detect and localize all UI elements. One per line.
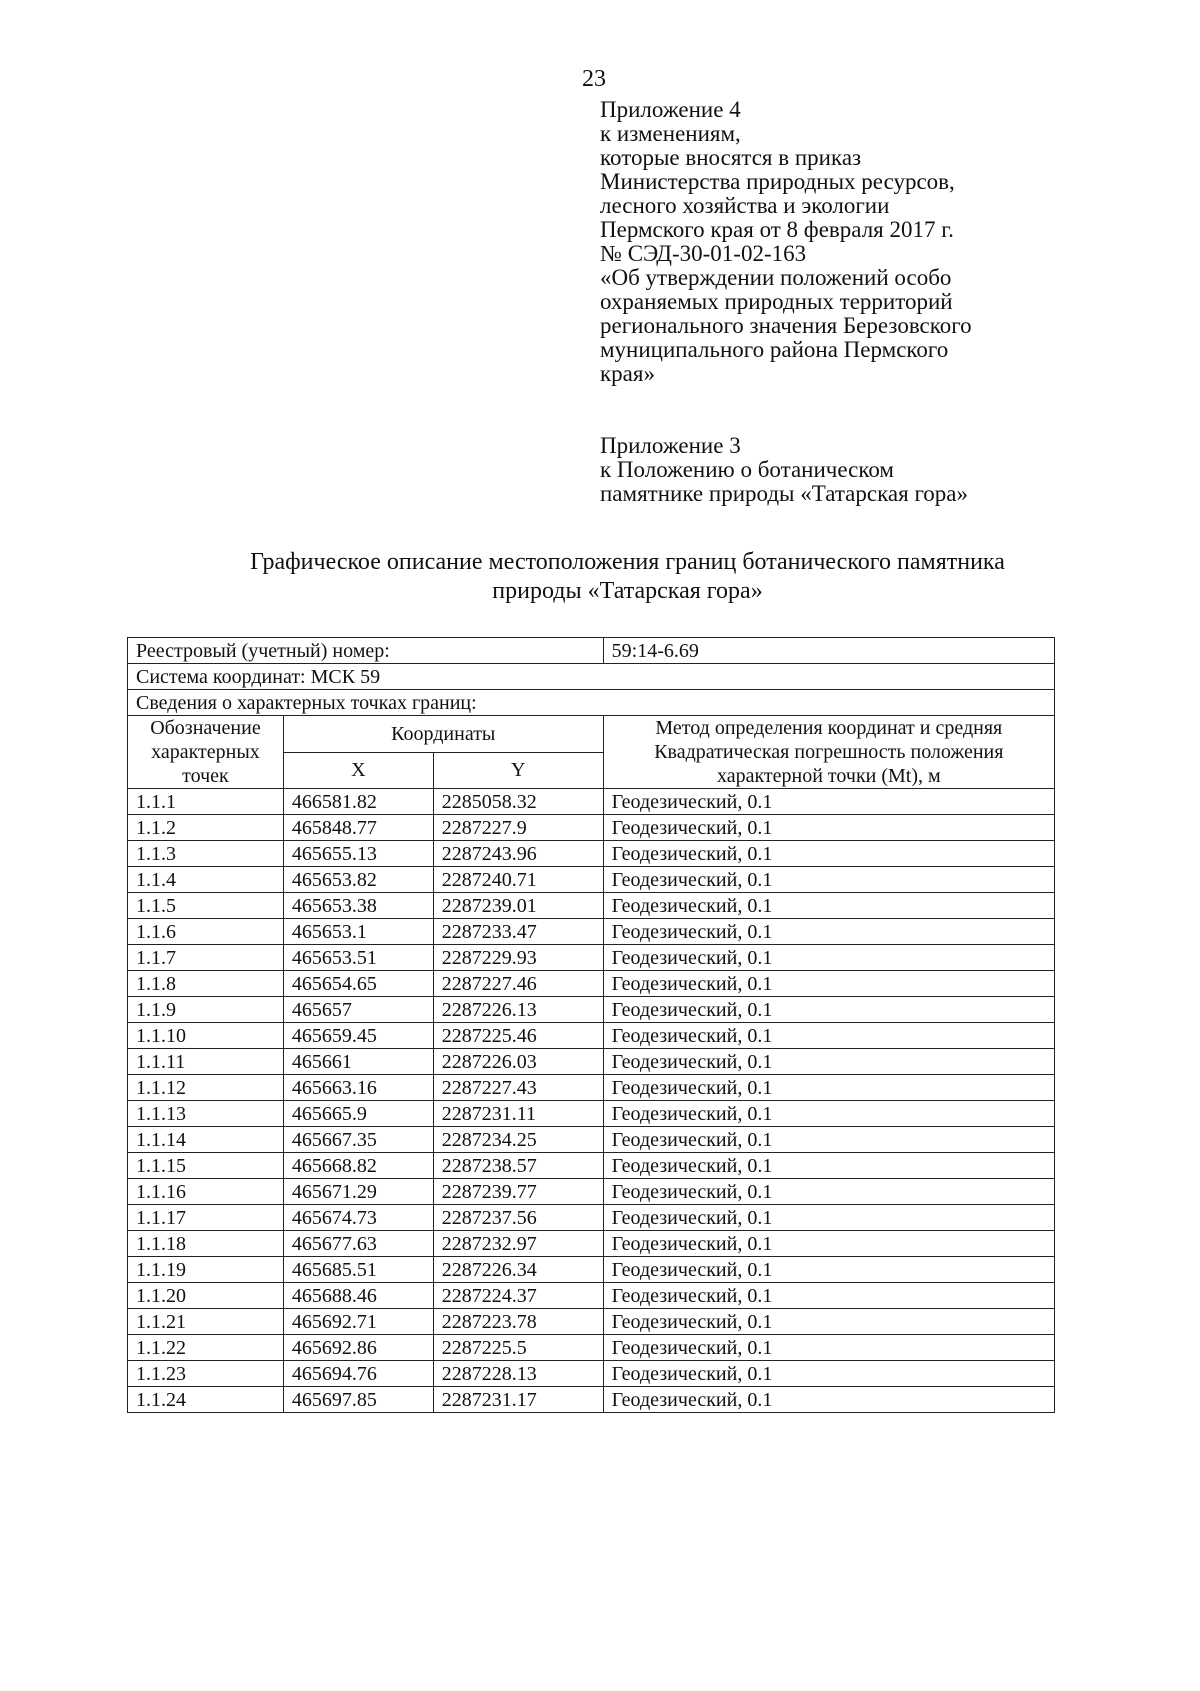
method-cell: Геодезический, 0.1 [603, 1231, 1054, 1257]
point-id-cell: 1.1.20 [128, 1283, 284, 1309]
y-cell: 2287227.9 [433, 815, 603, 841]
y-cell: 2287226.34 [433, 1257, 603, 1283]
point-id-cell: 1.1.8 [128, 971, 284, 997]
method-cell: Геодезический, 0.1 [603, 945, 1054, 971]
x-cell: 465653.38 [283, 893, 433, 919]
appendix-header [600, 98, 972, 506]
registry-value: 59:14-6.69 [603, 638, 1054, 664]
table-row [128, 867, 1055, 893]
x-cell: 465674.73 [283, 1205, 433, 1231]
appendix4-line: к изменениям, [600, 121, 741, 146]
x-cell: 465654.65 [283, 971, 433, 997]
point-id-cell: 1.1.5 [128, 893, 284, 919]
title-line: Графическое описание местоположения границ ботанического памятника [250, 549, 1005, 575]
point-id-cell: 1.1.15 [128, 1153, 284, 1179]
x-cell: 465659.45 [283, 1023, 433, 1049]
x-cell: 465661 [283, 1049, 433, 1075]
method-cell: Геодезический, 0.1 [603, 1257, 1054, 1283]
method-cell: Геодезический, 0.1 [603, 997, 1054, 1023]
boundary-points-table [127, 637, 1055, 1413]
table-row [128, 919, 1055, 945]
appendix4-line: охраняемых природных территорий [600, 289, 953, 314]
registry-label: Реестровый (учетный) номер: [128, 638, 604, 664]
y-cell: 2287231.11 [433, 1101, 603, 1127]
table-row [128, 1153, 1055, 1179]
y-cell: 2287237.56 [433, 1205, 603, 1231]
col-header-method: Метод определения координат и средняя Квадратическая погрешность положения характерной точки (Mt), м [603, 716, 1054, 789]
appendix4-line: регионального значения Березовского [600, 313, 972, 338]
appendix4-line: лесного хозяйства и экологии [600, 193, 890, 218]
table-row [128, 1023, 1055, 1049]
x-cell: 465848.77 [283, 815, 433, 841]
method-cell: Геодезический, 0.1 [603, 1179, 1054, 1205]
method-cell: Геодезический, 0.1 [603, 841, 1054, 867]
table-row [128, 789, 1055, 815]
y-cell: 2285058.32 [433, 789, 603, 815]
appendix3-line: памятнике природы «Татарская гора» [600, 481, 969, 506]
x-cell: 465653.82 [283, 867, 433, 893]
table-row [128, 893, 1055, 919]
points-info: Сведения о характерных точках границ: [128, 690, 1055, 716]
table-row [128, 997, 1055, 1023]
point-id-cell: 1.1.14 [128, 1127, 284, 1153]
x-cell: 465694.76 [283, 1361, 433, 1387]
point-id-cell: 1.1.16 [128, 1179, 284, 1205]
y-cell: 2287227.43 [433, 1075, 603, 1101]
x-cell: 465655.13 [283, 841, 433, 867]
point-id-cell: 1.1.23 [128, 1361, 284, 1387]
point-id-cell: 1.1.21 [128, 1309, 284, 1335]
point-id-cell: 1.1.12 [128, 1075, 284, 1101]
document-title [0, 548, 1200, 606]
point-id-cell: 1.1.19 [128, 1257, 284, 1283]
appendix4-line: края» [600, 361, 655, 386]
appendix3-line: Приложение 3 [600, 433, 741, 458]
table-row [128, 1205, 1055, 1231]
point-id-cell: 1.1.1 [128, 789, 284, 815]
coordinate-system: Система координат: МСК 59 [128, 664, 1055, 690]
method-cell: Геодезический, 0.1 [603, 1361, 1054, 1387]
point-id-cell: 1.1.18 [128, 1231, 284, 1257]
x-cell: 465663.16 [283, 1075, 433, 1101]
y-cell: 2287232.97 [433, 1231, 603, 1257]
method-cell: Геодезический, 0.1 [603, 1127, 1054, 1153]
table-row [128, 971, 1055, 997]
method-cell: Геодезический, 0.1 [603, 1153, 1054, 1179]
col-header-point: Обозначение характерных точек [128, 716, 284, 789]
appendix4-line: муниципального района Пермского [600, 337, 949, 362]
x-cell: 465653.51 [283, 945, 433, 971]
method-cell: Геодезический, 0.1 [603, 919, 1054, 945]
table-row [128, 1335, 1055, 1361]
x-cell: 466581.82 [283, 789, 433, 815]
method-cell: Геодезический, 0.1 [603, 1387, 1054, 1413]
point-id-cell: 1.1.11 [128, 1049, 284, 1075]
y-cell: 2287227.46 [433, 971, 603, 997]
method-cell: Геодезический, 0.1 [603, 1075, 1054, 1101]
table-row [128, 945, 1055, 971]
table-row [128, 1101, 1055, 1127]
x-cell: 465665.9 [283, 1101, 433, 1127]
table-row [128, 1231, 1055, 1257]
method-cell: Геодезический, 0.1 [603, 815, 1054, 841]
appendix4-line: Министерства природных ресурсов, [600, 169, 955, 194]
table-row [128, 1387, 1055, 1413]
table-row [128, 1283, 1055, 1309]
table-row [128, 1075, 1055, 1101]
table-row [128, 1127, 1055, 1153]
point-id-cell: 1.1.3 [128, 841, 284, 867]
x-cell: 465668.82 [283, 1153, 433, 1179]
table-row [128, 1361, 1055, 1387]
x-cell: 465653.1 [283, 919, 433, 945]
appendix4-line: № СЭД-30-01-02-163 [600, 241, 807, 266]
method-cell: Геодезический, 0.1 [603, 1205, 1054, 1231]
y-cell: 2287234.25 [433, 1127, 603, 1153]
y-cell: 2287243.96 [433, 841, 603, 867]
x-cell: 465685.51 [283, 1257, 433, 1283]
x-cell: 465667.35 [283, 1127, 433, 1153]
x-cell: 465692.71 [283, 1309, 433, 1335]
col-header-y: Y [433, 752, 603, 789]
table-row [128, 1309, 1055, 1335]
appendix4-line: которые вносятся в приказ [600, 145, 862, 170]
method-cell: Геодезический, 0.1 [603, 893, 1054, 919]
title-line: природы «Татарская гора» [492, 578, 763, 604]
table-row [128, 1049, 1055, 1075]
point-id-cell: 1.1.4 [128, 867, 284, 893]
y-cell: 2287233.47 [433, 919, 603, 945]
appendix3-line: к Положению о ботаническом [600, 457, 894, 482]
y-cell: 2287226.13 [433, 997, 603, 1023]
appendix4-line: Пермского края от 8 февраля 2017 г. [600, 217, 954, 242]
method-cell: Геодезический, 0.1 [603, 971, 1054, 997]
appendix4-line: Приложение 4 [600, 97, 741, 122]
y-cell: 2287223.78 [433, 1309, 603, 1335]
y-cell: 2287224.37 [433, 1283, 603, 1309]
x-cell: 465677.63 [283, 1231, 433, 1257]
col-header-x: X [283, 752, 433, 789]
y-cell: 2287228.13 [433, 1361, 603, 1387]
point-id-cell: 1.1.24 [128, 1387, 284, 1413]
table-row [128, 841, 1055, 867]
point-id-cell: 1.1.6 [128, 919, 284, 945]
y-cell: 2287239.01 [433, 893, 603, 919]
point-id-cell: 1.1.22 [128, 1335, 284, 1361]
table-row [128, 1257, 1055, 1283]
method-cell: Геодезический, 0.1 [603, 867, 1054, 893]
point-id-cell: 1.1.13 [128, 1101, 284, 1127]
point-id-cell: 1.1.17 [128, 1205, 284, 1231]
appendix4-line: «Об утверждении положений особо [600, 265, 952, 290]
y-cell: 2287231.17 [433, 1387, 603, 1413]
method-cell: Геодезический, 0.1 [603, 1335, 1054, 1361]
y-cell: 2287240.71 [433, 867, 603, 893]
y-cell: 2287226.03 [433, 1049, 603, 1075]
x-cell: 465688.46 [283, 1283, 433, 1309]
table-row [128, 1179, 1055, 1205]
point-id-cell: 1.1.9 [128, 997, 284, 1023]
point-id-cell: 1.1.2 [128, 815, 284, 841]
y-cell: 2287238.57 [433, 1153, 603, 1179]
method-cell: Геодезический, 0.1 [603, 789, 1054, 815]
table-row [128, 815, 1055, 841]
method-cell: Геодезический, 0.1 [603, 1283, 1054, 1309]
y-cell: 2287225.5 [433, 1335, 603, 1361]
y-cell: 2287225.46 [433, 1023, 603, 1049]
x-cell: 465671.29 [283, 1179, 433, 1205]
page-number: 23 [582, 66, 606, 92]
x-cell: 465697.85 [283, 1387, 433, 1413]
method-cell: Геодезический, 0.1 [603, 1049, 1054, 1075]
y-cell: 2287239.77 [433, 1179, 603, 1205]
method-cell: Геодезический, 0.1 [603, 1101, 1054, 1127]
point-id-cell: 1.1.7 [128, 945, 284, 971]
x-cell: 465657 [283, 997, 433, 1023]
method-cell: Геодезический, 0.1 [603, 1023, 1054, 1049]
x-cell: 465692.86 [283, 1335, 433, 1361]
col-header-coords: Координаты [283, 716, 603, 753]
point-id-cell: 1.1.10 [128, 1023, 284, 1049]
y-cell: 2287229.93 [433, 945, 603, 971]
method-cell: Геодезический, 0.1 [603, 1309, 1054, 1335]
